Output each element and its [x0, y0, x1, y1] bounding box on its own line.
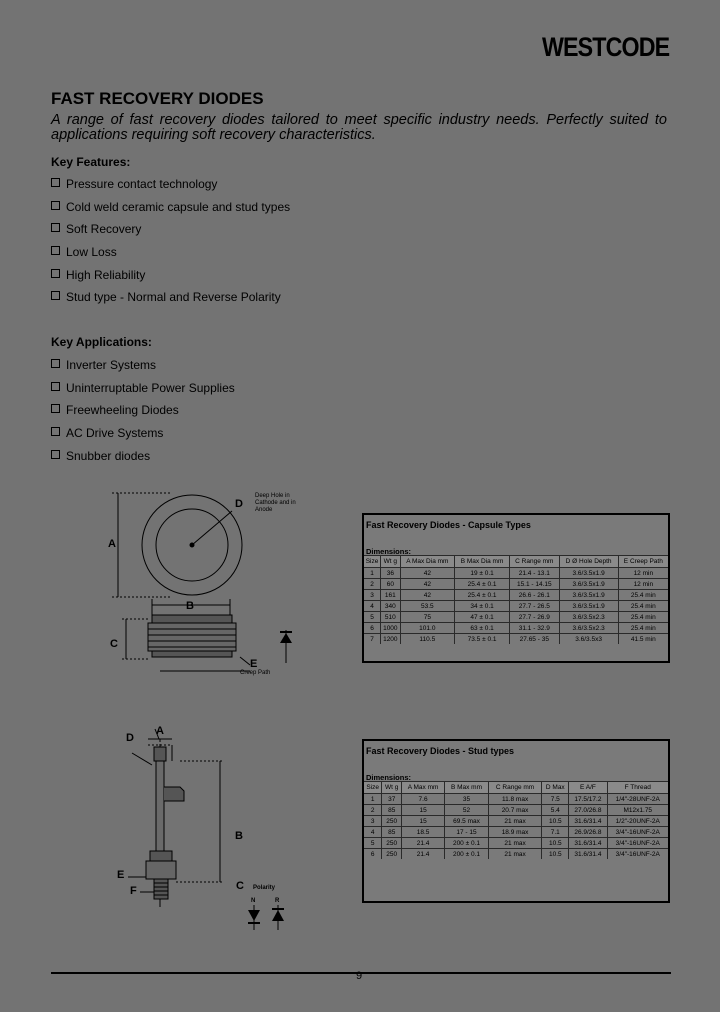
- stud-diode-drawing: [110, 725, 300, 940]
- intro-text: A range of fast recovery diodes tailored to meet specific industry needs. Perfectly suited to applications requiring soft recovery characteristics.: [51, 112, 667, 143]
- stud-label-e: E: [117, 869, 125, 881]
- label-c: C: [110, 638, 118, 650]
- applications-list: [51, 357, 235, 470]
- list-item: Uninterruptable Power Supplies: [51, 380, 235, 403]
- stud-label-c: C: [236, 880, 244, 892]
- applications-heading: Key Applications:: [51, 335, 152, 349]
- table-row: 1 36 42 19 ± 0.1 21.4 - 13.1 3.6/3.5x1.9 12 min: [364, 568, 668, 579]
- list-item: High Reliability: [51, 267, 290, 290]
- list-item: Pressure contact technology: [51, 176, 290, 199]
- dimensions-label: Dimensions:: [366, 773, 412, 782]
- table-row: 5 250 21.4 200 ± 0.1 21 max 10.5 31.6/31.4 3/4"-16UNF-2A: [364, 838, 668, 849]
- checkbox-icon: [51, 450, 60, 459]
- features-list: [51, 176, 290, 312]
- label-e: E: [250, 658, 258, 670]
- table-row: 2 85 15 52 20.7 max 5.4 27.0/26.8 M12x1.75: [364, 805, 668, 816]
- stud-label-d: D: [126, 732, 134, 744]
- stud-types-table: [362, 739, 670, 903]
- checkbox-icon: [51, 359, 60, 368]
- page-number: 9: [356, 970, 363, 982]
- checkbox-icon: [51, 223, 60, 232]
- table-title: Fast Recovery Diodes - Stud types: [366, 746, 515, 756]
- table-row: 6 250 21.4 200 ± 0.1 21 max 10.5 31.6/31.4 3/4"-16UNF-2A: [364, 849, 668, 860]
- table-row: 7 1200 110.5 73.5 ± 0.1 27.65 - 35 3.6/3.5x3 41.5 min: [364, 634, 668, 645]
- table-row: 4 340 53.5 34 ± 0.1 27.7 - 26.5 3.6/3.5x1.9 25.4 min: [364, 601, 668, 612]
- capsule-types-table: [362, 513, 670, 663]
- table-row: 2 60 42 25.4 ± 0.1 15.1 - 14.15 3.6/3.5x1.9 12 min: [364, 579, 668, 590]
- stud-label-b: B: [235, 830, 243, 842]
- list-item: Stud type - Normal and Reverse Polarity: [51, 289, 290, 312]
- checkbox-icon: [51, 382, 60, 391]
- table-header-row: Size Wt g A Max mm B Max mm C Range mm D Max E A/F F Thread: [364, 782, 668, 794]
- diode-symbol-icon: [280, 633, 292, 643]
- features-heading: Key Features:: [51, 155, 131, 169]
- checkbox-icon: [51, 201, 60, 210]
- polarity-n-label: N: [251, 898, 256, 904]
- stud-grid: [364, 781, 668, 859]
- table-title: Fast Recovery Diodes - Capsule Types: [366, 520, 531, 530]
- dimensions-label: Dimensions:: [366, 547, 412, 556]
- list-item: AC Drive Systems: [51, 425, 235, 448]
- checkbox-icon: [51, 178, 60, 187]
- label-a: A: [108, 538, 116, 550]
- checkbox-icon: [51, 269, 60, 278]
- brand-logo: WESTCODE: [542, 32, 670, 62]
- polarity-label: Polarity: [253, 885, 276, 891]
- table-header-row: Size Wt g A Max Dia mm B Max Dia mm C Range mm D Ø Hole Depth E Creep Path: [364, 556, 668, 568]
- page-title: FAST RECOVERY DIODES: [51, 89, 264, 108]
- checkbox-icon: [51, 404, 60, 413]
- stud-label-f: F: [130, 885, 137, 897]
- table-row: 3 161 42 25.4 ± 0.1 26.6 - 26.1 3.6/3.5x1.9 25.4 min: [364, 590, 668, 601]
- capsule-grid: [364, 555, 668, 644]
- table-row: 4 85 18.5 17 - 15 18.9 max 7.1 26.9/26.8 3/4"-16UNF-2A: [364, 827, 668, 838]
- list-item: Soft Recovery: [51, 221, 290, 244]
- list-item: Snubber diodes: [51, 448, 235, 471]
- table-row: 6 1000 101.0 63 ± 0.1 31.1 - 32.9 3.6/3.5x2.3 25.4 min: [364, 623, 668, 634]
- list-item: Low Loss: [51, 244, 290, 267]
- stud-label-a: A: [156, 725, 164, 737]
- list-item: Cold weld ceramic capsule and stud types: [51, 199, 290, 222]
- checkbox-icon: [51, 246, 60, 255]
- table-row: 5 510 75 47 ± 0.1 27.7 - 26.9 3.6/3.5x2.3 25.4 min: [364, 612, 668, 623]
- table-row: 1 37 7.6 35 11.8 max 7.5 17.5/17.2 1/4"-28UNF-2A: [364, 794, 668, 805]
- label-d: D: [235, 498, 243, 510]
- note-deep-hole: Deep Hole in Cathode and in Anode: [255, 493, 296, 513]
- list-item: Inverter Systems: [51, 357, 235, 380]
- capsule-diode-drawing: [100, 485, 360, 685]
- label-b: B: [186, 600, 194, 612]
- list-item: Freewheeling Diodes: [51, 402, 235, 425]
- checkbox-icon: [51, 427, 60, 436]
- polarity-r-label: R: [275, 898, 280, 904]
- note-creep-path: Creep Path: [240, 670, 271, 676]
- checkbox-icon: [51, 291, 60, 300]
- table-row: 3 250 15 69.5 max 21 max 10.5 31.6/31.4 1/2"-20UNF-2A: [364, 816, 668, 827]
